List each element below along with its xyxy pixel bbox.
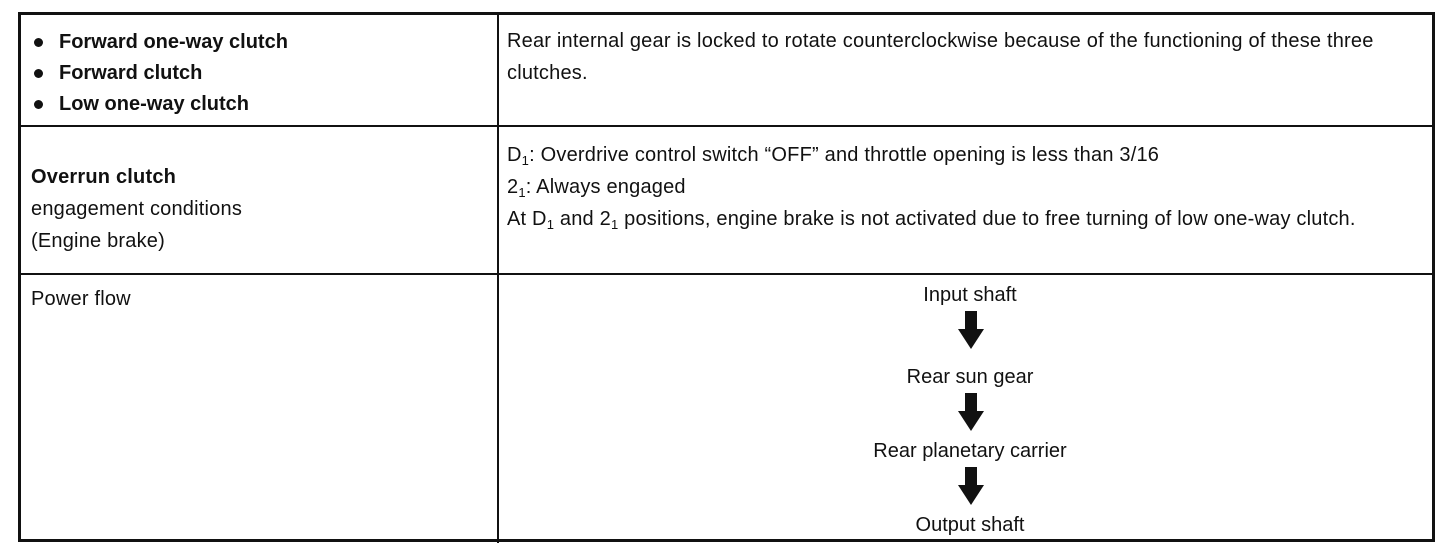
condition-prefix: D — [507, 144, 522, 166]
paragraph-subscript: 1 — [546, 217, 555, 232]
row1-right-cell — [499, 15, 1432, 125]
paragraph-subscript: 1 — [610, 217, 619, 232]
rear-internal-gear-text: Rear internal gear is locked to rotate counterclockwise because of the functioning of these three clutches. — [507, 30, 1374, 84]
condition-prefix: 2 — [507, 176, 519, 198]
paragraph-part: positions, engine brake is not activated due to free turning of low one-way clutch. — [618, 208, 1356, 230]
bullet-item: Forward clutch — [31, 58, 288, 89]
table-row — [21, 15, 1432, 127]
table-frame — [18, 12, 1435, 542]
down-arrow-icon — [957, 393, 985, 433]
condition-subscript: 1 — [518, 185, 526, 200]
flow-step-rear-sun-gear: Rear sun gear — [906, 366, 1034, 388]
engagement-conditions-text — [507, 139, 1417, 235]
flow-step-output-shaft: Output shaft — [915, 514, 1025, 536]
overrun-clutch-line: engagement conditions — [31, 198, 243, 220]
overrun-clutch-line: (Engine brake) — [31, 230, 165, 252]
condition-line-21 — [507, 171, 1417, 203]
condition-text: : Overdrive control switch “OFF” and throttle opening is less than 3/16 — [529, 144, 1160, 166]
row2-right-cell — [499, 127, 1432, 273]
bullet-item: Forward one-way clutch — [31, 27, 288, 58]
bullet-item: Low one-way clutch — [31, 89, 288, 120]
clutch-bullet-list — [31, 27, 288, 120]
clutch-table — [21, 15, 1432, 539]
engine-brake-paragraph — [507, 203, 1417, 235]
table-row — [21, 275, 1432, 543]
overrun-clutch-title: Overrun clutch — [31, 166, 177, 188]
paragraph-part: and 2 — [554, 208, 611, 230]
overrun-clutch-label — [31, 161, 242, 257]
power-flow-label: Power flow — [31, 288, 131, 310]
paragraph-part: At D — [507, 208, 547, 230]
row3-left-cell — [21, 275, 497, 543]
flow-step-input-shaft: Input shaft — [923, 284, 1017, 306]
down-arrow-icon — [957, 467, 985, 507]
condition-line-d1 — [507, 139, 1417, 171]
power-flow-diagram — [781, 275, 1161, 543]
condition-subscript: 1 — [521, 153, 530, 168]
row1-left-cell — [21, 15, 497, 125]
row3-right-cell — [499, 275, 1432, 543]
table-row — [21, 127, 1432, 275]
down-arrow-icon — [957, 311, 985, 351]
row2-left-cell — [21, 127, 497, 273]
condition-text: : Always engaged — [525, 176, 686, 198]
flow-step-rear-planetary-carrier: Rear planetary carrier — [873, 440, 1067, 462]
